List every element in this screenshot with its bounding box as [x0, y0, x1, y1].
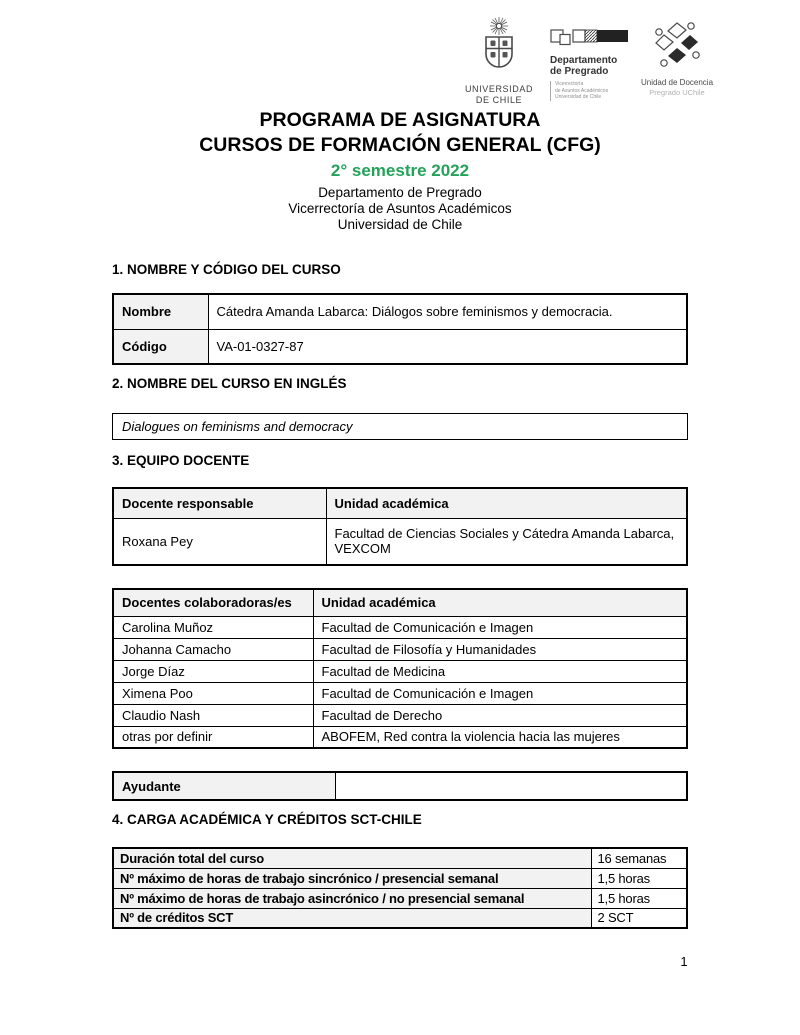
resp-col1-header: Docente responsable — [113, 488, 326, 518]
colab-name-cell: Johanna Camacho — [113, 638, 313, 660]
nombre-label-cell: Nombre — [113, 294, 208, 329]
colab-name-cell: Carolina Muñoz — [113, 616, 313, 638]
carga-academica-table — [112, 847, 688, 929]
creditos-sct-label-cell: Nº de créditos SCT — [113, 908, 591, 928]
departamento-pregrado-logo — [546, 12, 634, 101]
horas-asincronico-label-cell: Nº máximo de horas de trabajo asincrónico / no presencial semanal — [113, 888, 591, 908]
resp-name-cell: Roxana Pey — [113, 518, 326, 565]
colab-unit-cell: Facultad de Comunicación e Imagen — [313, 616, 687, 638]
table-row — [113, 616, 687, 638]
colab-unit-cell: ABOFEM, Red contra la violencia hacia las mujeres — [313, 726, 687, 748]
table-row — [113, 518, 687, 565]
pregrado-title: Departamento de Pregrado — [550, 55, 618, 77]
unidad-docencia-logo — [634, 12, 720, 97]
title-subtitles — [0, 185, 800, 233]
colab-col1-header: Docentes colaboradoras/es — [113, 589, 313, 616]
colab-name-cell: otras por definir — [113, 726, 313, 748]
document-title-line1: PROGRAMA DE ASIGNATURA — [259, 109, 541, 131]
codigo-label-cell: Código — [113, 329, 208, 364]
colab-name-cell: Claudio Nash — [113, 704, 313, 726]
creditos-sct-value-cell: 2 SCT — [591, 908, 687, 928]
docencia-line1: Unidad de Docencia — [640, 78, 714, 87]
docentes-colaboradores-table — [112, 588, 688, 749]
section1-heading: 1. NOMBRE Y CÓDIGO DEL CURSO — [112, 262, 341, 277]
english-name-box: Dialogues on feminisms and democracy — [112, 413, 688, 440]
table-row — [113, 772, 687, 800]
table-row — [113, 638, 687, 660]
colab-unit-cell: Facultad de Comunicación e Imagen — [313, 682, 687, 704]
table-row — [113, 682, 687, 704]
section2-heading: 2. NOMBRE DEL CURSO EN INGLÉS — [112, 376, 347, 391]
colab-name-cell: Ximena Poo — [113, 682, 313, 704]
resp-col2-header: Unidad académica — [326, 488, 687, 518]
horas-asincronico-value-cell: 1,5 horas — [591, 888, 687, 908]
codigo-value-cell: VA-01-0327-87 — [208, 329, 687, 364]
header-logos — [452, 12, 720, 106]
section3-heading: 3. EQUIPO DOCENTE — [112, 453, 250, 468]
horas-sincronico-value-cell: 1,5 horas — [591, 868, 687, 888]
table-row — [113, 294, 687, 329]
pregrado-squares-icon — [550, 34, 630, 51]
nombre-value-cell: Cátedra Amanda Labarca: Diálogos sobre feminismos y democracia. — [208, 294, 687, 329]
table-row — [113, 888, 687, 908]
colab-unit-cell: Facultad de Medicina — [313, 660, 687, 682]
title-block — [0, 108, 800, 233]
table-row — [113, 868, 687, 888]
colab-col2-header: Unidad académica — [313, 589, 687, 616]
ayudante-label-cell: Ayudante — [113, 772, 335, 800]
subtitle-departamento: Departamento de Pregrado — [318, 185, 482, 200]
table-header-row — [113, 589, 687, 616]
table-row — [113, 704, 687, 726]
resp-unit-cell: Facultad de Ciencias Sociales y Cátedra Amanda Labarca, VEXCOM — [326, 518, 687, 565]
ayudante-table — [112, 771, 688, 801]
table-row — [113, 329, 687, 364]
duracion-label-cell: Duración total del curso — [113, 848, 591, 868]
section4-heading: 4. CARGA ACADÉMICA Y CRÉDITOS SCT-CHILE — [112, 812, 422, 827]
docente-responsable-table — [112, 487, 688, 566]
page-number: 1 — [680, 954, 688, 969]
colab-name-cell: Jorge Díaz — [113, 660, 313, 682]
universidad-de-chile-logo — [452, 12, 546, 106]
table-row — [113, 848, 687, 868]
subtitle-vicerrectoria: Vicerrectoría de Asuntos Académicos — [288, 201, 512, 216]
pregrado-subtitle: Vicerrectoría de Asuntos Académicos Universidad de Chile — [550, 81, 634, 101]
ayudante-value-cell — [335, 772, 687, 800]
document-title-line2: CURSOS DE FORMACIÓN GENERAL (CFG) — [199, 134, 601, 156]
colab-unit-cell: Facultad de Filosofía y Humanidades — [313, 638, 687, 660]
table-row — [113, 908, 687, 928]
table-row — [113, 660, 687, 682]
uchile-crest-icon — [470, 64, 528, 81]
docencia-line2: Pregrado UChile — [649, 88, 705, 97]
docencia-pinwheel-icon — [649, 57, 705, 74]
table-row — [113, 726, 687, 748]
uchile-wordmark: UNIVERSIDAD DE CHILE — [464, 84, 534, 105]
semester-title: 2° semestre 2022 — [330, 161, 470, 180]
colab-unit-cell: Facultad de Derecho — [313, 704, 687, 726]
subtitle-universidad: Universidad de Chile — [337, 217, 463, 232]
course-name-code-table — [112, 293, 688, 365]
duracion-value-cell: 16 semanas — [591, 848, 687, 868]
horas-sincronico-label-cell: Nº máximo de horas de trabajo sincrónico / presencial semanal — [113, 868, 591, 888]
table-header-row — [113, 488, 687, 518]
